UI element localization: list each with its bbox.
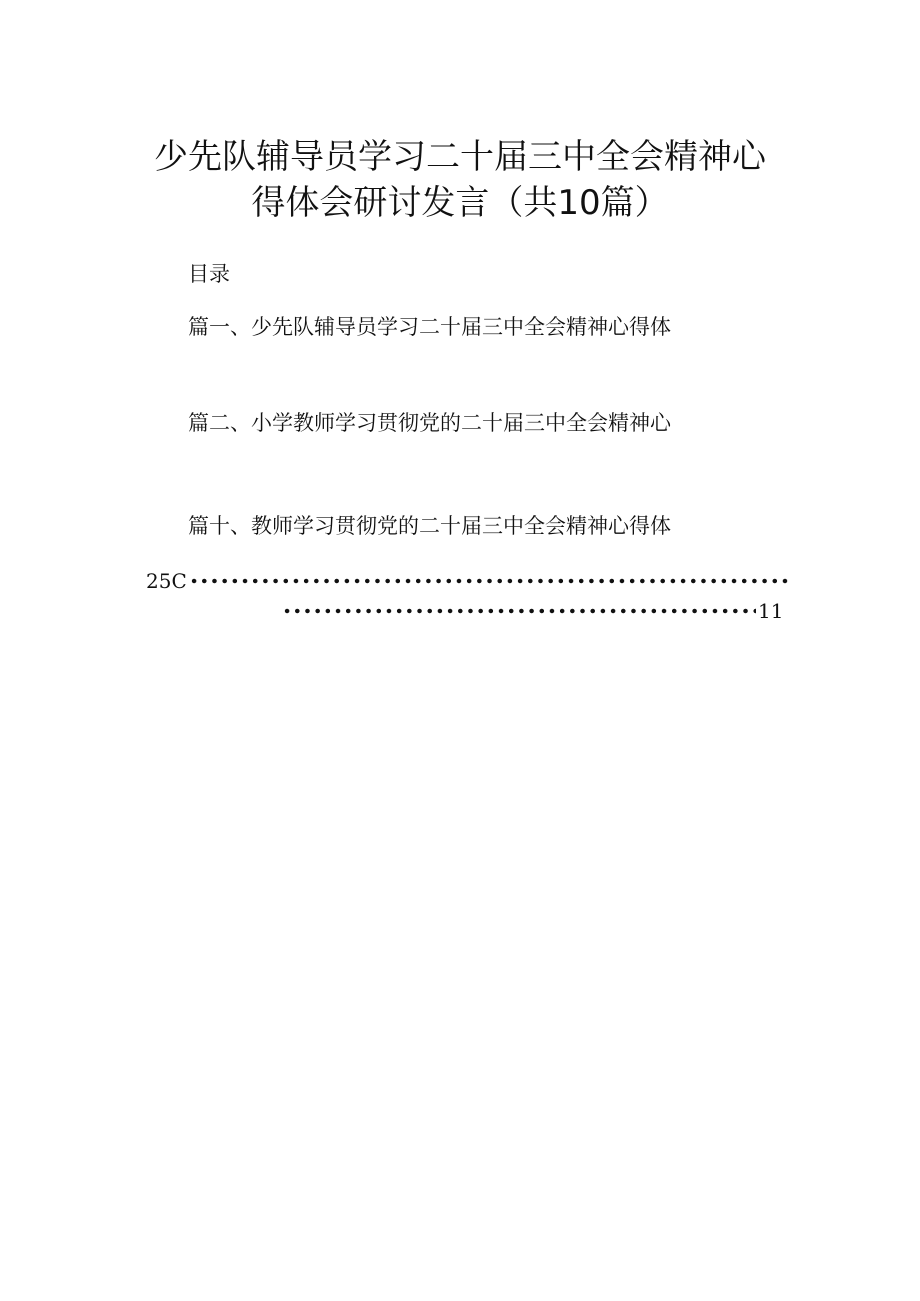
toc-entry-1[interactable]: 篇一、少先队辅导员学习二十届三中全会精神心得体 xyxy=(188,315,671,339)
toc-dot-leader-1 xyxy=(189,577,791,585)
document-title-line-1: 少先队辅导员学习二十届三中全会精神心 xyxy=(154,137,766,177)
toc-leader-line-2 xyxy=(282,597,783,623)
toc-entry-3[interactable]: 篇十、教师学习贯彻党的二十届三中全会精神心得体 xyxy=(188,514,671,538)
toc-dot-leader-2 xyxy=(282,607,756,615)
toc-heading: 目录 xyxy=(188,262,230,286)
toc-page-number: 11 xyxy=(758,598,784,623)
toc-leader-start-text: 25C xyxy=(146,568,187,593)
document-title-line-2: 得体会研讨发言（共10篇） xyxy=(251,183,669,223)
toc-leader-line-1 xyxy=(146,567,791,593)
toc-entry-2[interactable]: 篇二、小学教师学习贯彻党的二十届三中全会精神心 xyxy=(188,411,671,435)
